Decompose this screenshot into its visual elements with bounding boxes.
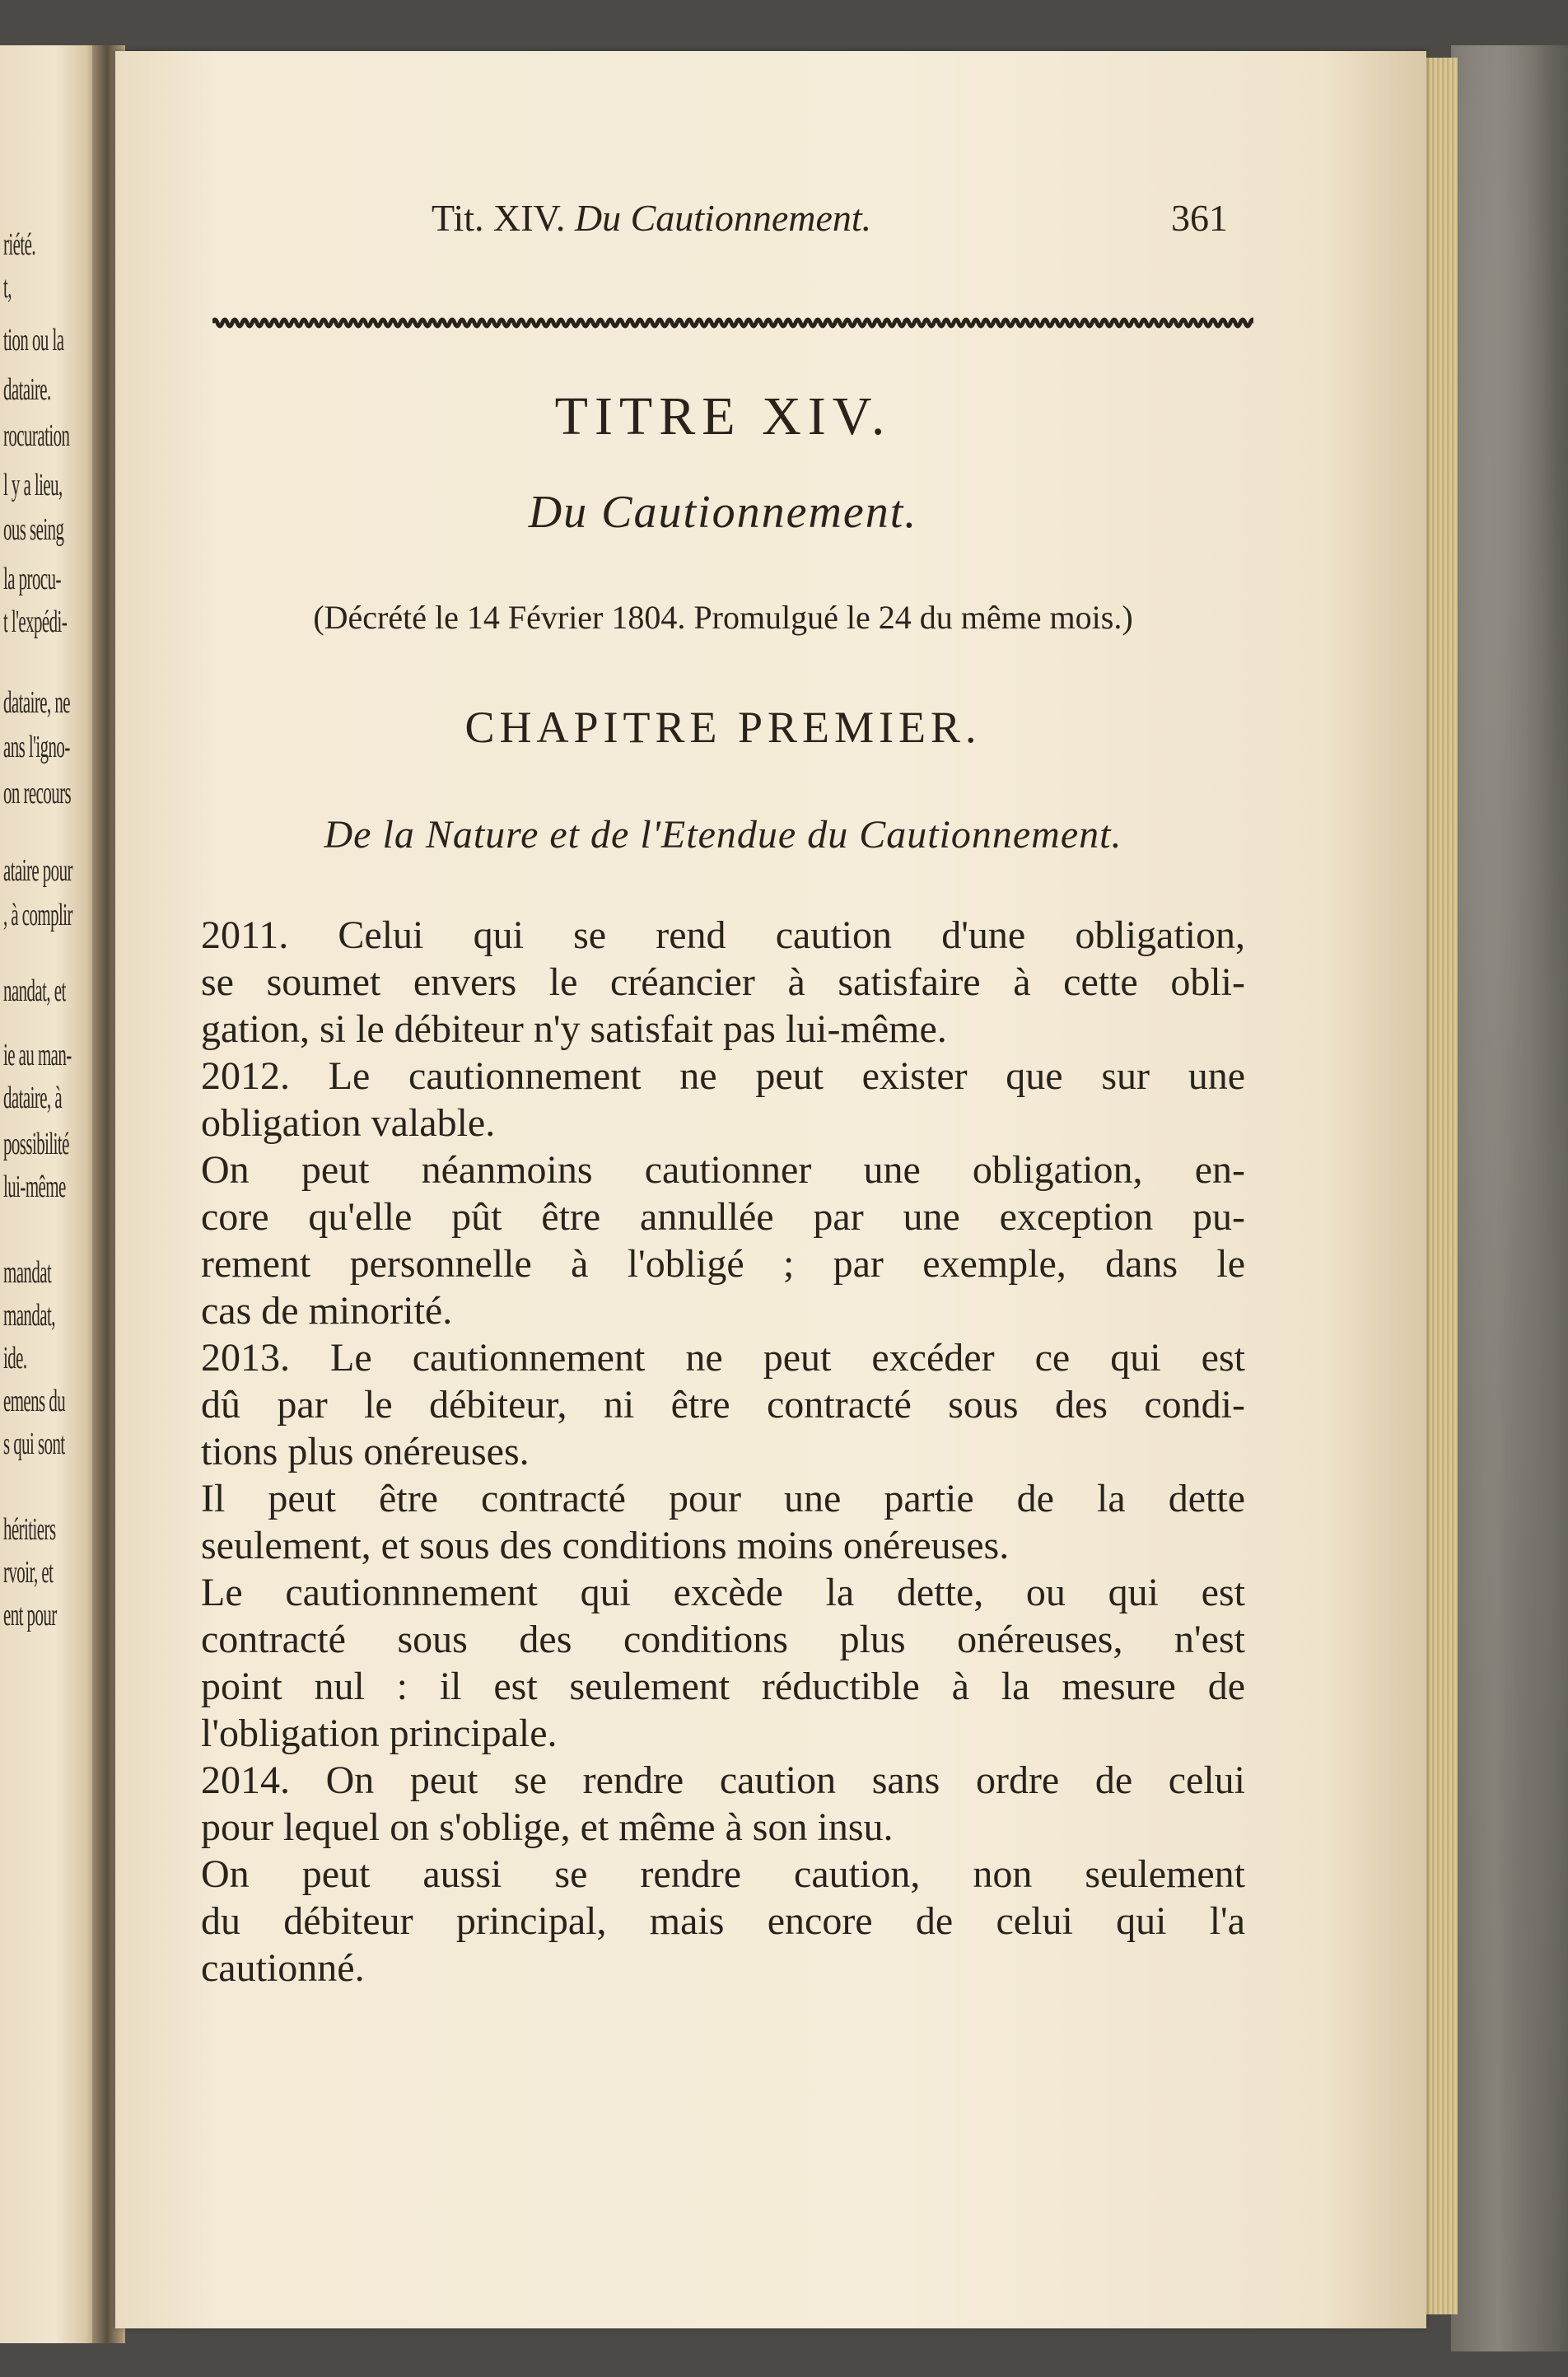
previous-page-line: tion ou la — [3, 323, 64, 357]
previous-page-line: rocuration — [3, 418, 70, 453]
body-line: rement personnelle à l'obligé ; par exemple, dans le — [201, 1242, 1245, 1286]
body-line: contracté sous des conditions plus onéreuses, n'est — [201, 1618, 1245, 1661]
running-title-prefix: Tit. XIV. — [432, 197, 566, 239]
body-line: point nul : il est seulement réductible à la mesure de — [201, 1665, 1245, 1708]
body-line: 2014. On peut se rendre caution sans ordre de celui — [201, 1758, 1245, 1802]
previous-page-line: dataire, à — [3, 1081, 63, 1115]
previous-page-line: ent pour — [3, 1598, 57, 1632]
ornamental-wavy-rule — [212, 313, 1253, 333]
previous-page-line: dataire, ne — [3, 685, 70, 720]
previous-page-line: dataire. — [3, 372, 51, 407]
body-line: cautionné. — [201, 1946, 365, 1990]
previous-page-line: l y a lieu, — [3, 468, 63, 502]
body-line: du débiteur principal, mais encore de celui qui l'a — [201, 1899, 1245, 1943]
previous-page-line: t l'expédi- — [3, 605, 68, 639]
body-line: On peut néanmoins cautionner une obligation, en- — [201, 1148, 1245, 1192]
previous-page-line: ataire pour — [3, 853, 72, 888]
previous-page-line: riété. — [3, 227, 36, 262]
body-line: On peut aussi se rendre caution, non seulement — [201, 1852, 1245, 1896]
body-line: 2013. Le cautionnement ne peut excéder ce qui est — [201, 1336, 1245, 1380]
previous-page-line: possibilité — [3, 1127, 69, 1161]
previous-page-line: s qui sont — [3, 1427, 65, 1461]
previous-page-line: nandat, et — [3, 974, 66, 1008]
previous-page-line: la procu- — [3, 562, 61, 596]
previous-page-line: emens du — [3, 1384, 66, 1418]
decree-note: (Décrété le 14 Février 1804. Promulgué le 24 du même mois.) — [313, 599, 1133, 636]
body-line: cas de minorité. — [201, 1289, 453, 1333]
previous-page-line: on recours — [3, 776, 72, 810]
previous-page-line: t, — [3, 270, 12, 305]
marbled-cover-board — [1451, 45, 1568, 2351]
previous-page-line: rvoir, et — [3, 1555, 54, 1590]
body-line: gation, si le débiteur n'y satisfait pas lui-même. — [201, 1007, 947, 1051]
body-line: 2012. Le cautionnement ne peut exister que sur une — [201, 1054, 1245, 1098]
body-line: Le cautionnnement qui excède la dette, ou qui est — [201, 1571, 1245, 1614]
body-line: obligation valable. — [201, 1101, 496, 1145]
previous-page-line: ie au man- — [3, 1038, 72, 1072]
body-line: se soumet envers le créancier à satisfaire à cette obli- — [201, 960, 1245, 1004]
title-heading: TITRE XIV. — [554, 386, 892, 446]
page-text-block — [201, 0, 1245, 2377]
body-line: dû par le débiteur, ni être contracté sous des condi- — [201, 1383, 1245, 1427]
previous-page-line: , à complir — [3, 898, 72, 932]
previous-page-line: mandat, — [3, 1298, 55, 1333]
previous-page-line: mandat — [3, 1255, 52, 1290]
body-line: tions plus onéreuses. — [201, 1430, 530, 1473]
body-line: 2011. Celui qui se rend caution d'une obligation, — [201, 913, 1245, 957]
chapter-subheading: De la Nature et de l'Etendue du Cautionnement. — [324, 813, 1122, 857]
running-title — [432, 196, 871, 240]
title-subheading: Du Cautionnement. — [528, 487, 918, 538]
chapter-heading: CHAPITRE PREMIER. — [464, 703, 982, 752]
previous-page-line: ans l'igno- — [3, 730, 70, 764]
page-number: 361 — [1171, 197, 1228, 239]
running-title-subject: Du Cautionnement. — [574, 197, 872, 239]
body-line: seulement, et sous des conditions moins onéreuses. — [201, 1524, 1010, 1567]
body-line: l'obligation principale. — [201, 1712, 558, 1755]
previous-page-line: lui-même — [3, 1170, 66, 1204]
previous-page-line: héritiers — [3, 1512, 56, 1547]
previous-page-line: ous seing — [3, 512, 64, 547]
previous-page-line: ide. — [3, 1341, 27, 1375]
body-line: core qu'elle pût être annullée par une exception pu- — [201, 1195, 1245, 1239]
previous-page-edge — [0, 45, 100, 2343]
body-line: Il peut être contracté pour une partie de la dette — [201, 1477, 1245, 1520]
body-line: pour lequel on s'oblige, et même à son insu. — [201, 1805, 894, 1849]
